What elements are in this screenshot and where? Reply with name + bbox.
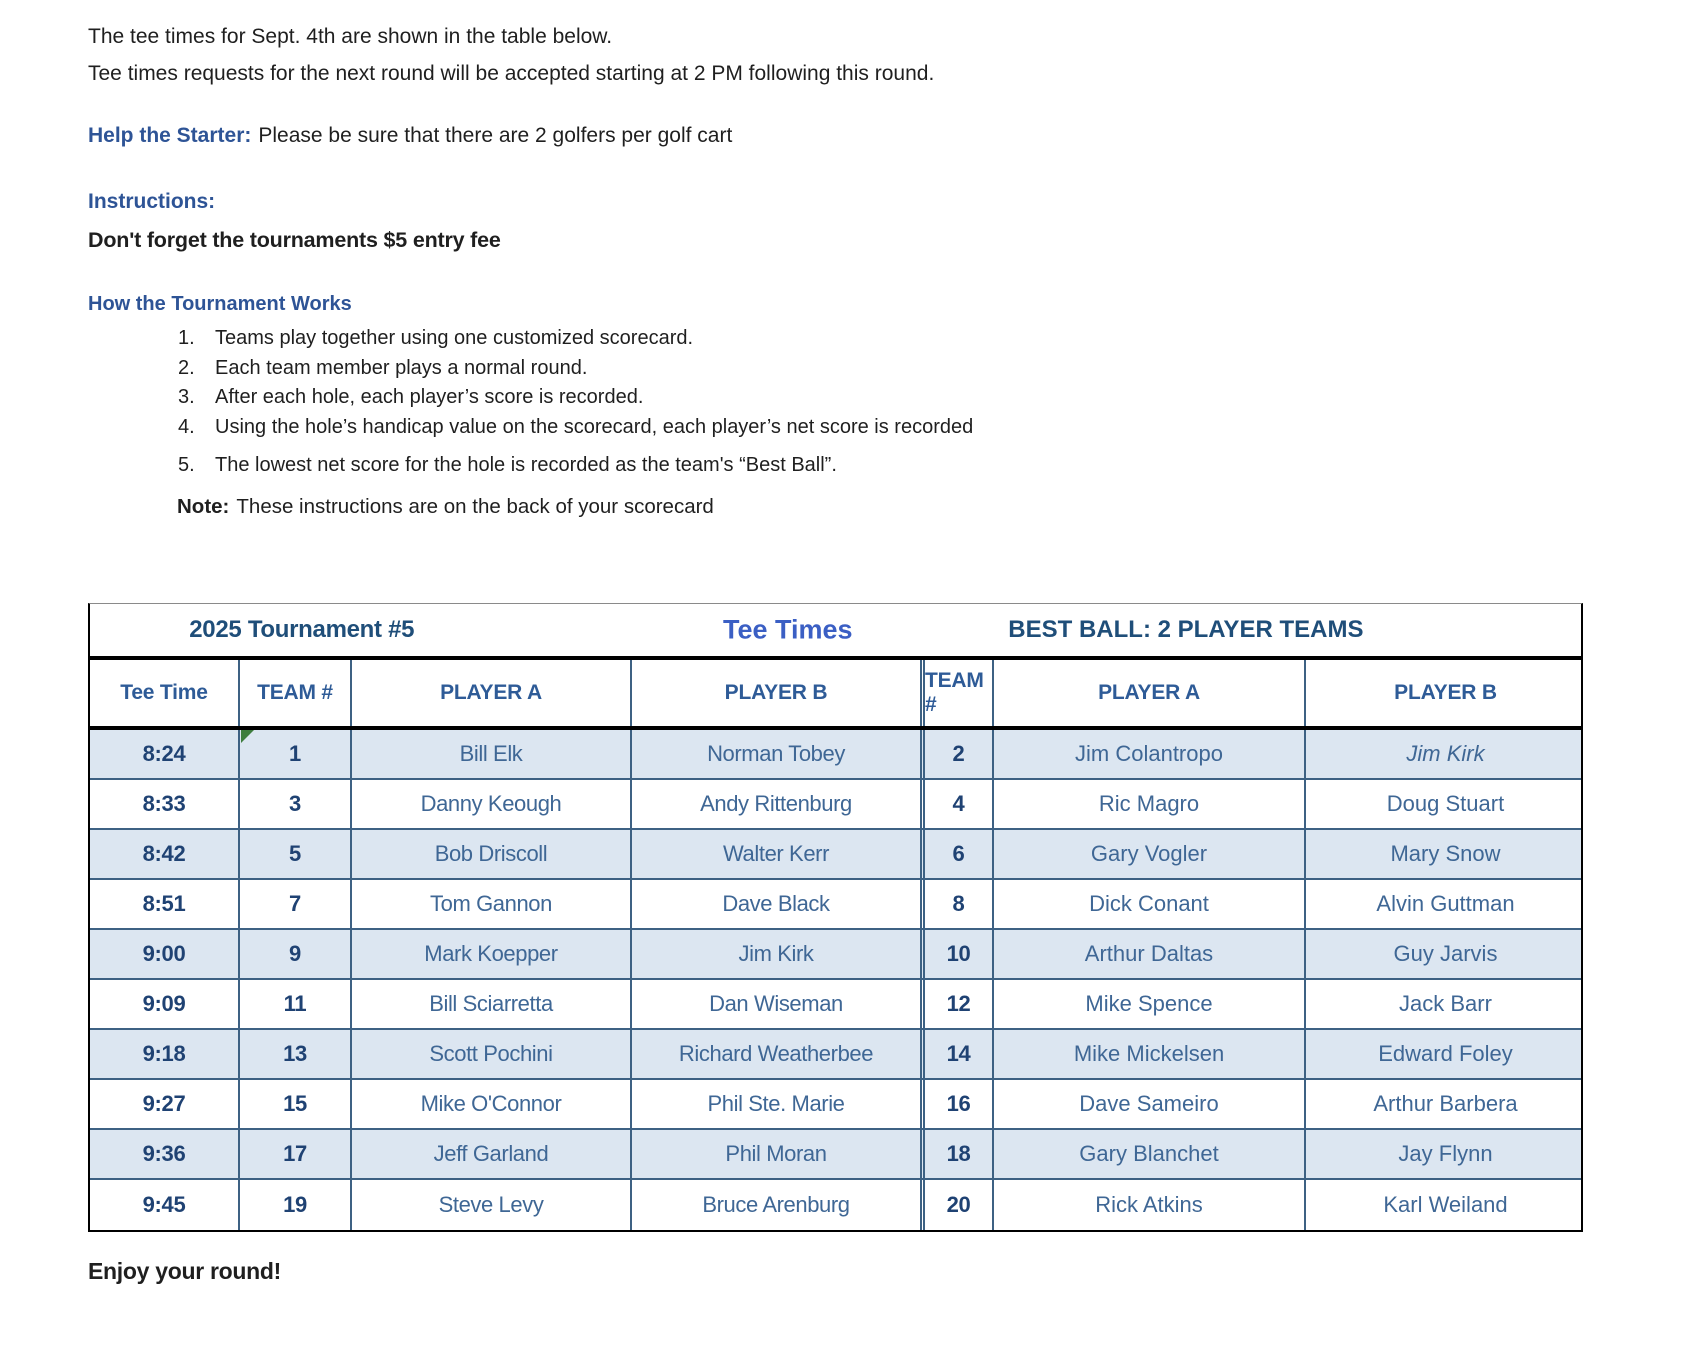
cell-team-number-left: 1: [240, 730, 352, 778]
cell-tee-time: 9:18: [90, 1030, 240, 1078]
cell-player-a-right: Ric Magro: [994, 780, 1306, 828]
list-item-number: 3.: [178, 386, 195, 408]
tournament-steps-list: [88, 324, 1694, 481]
list-item-text: Using the hole’s handicap value on the scorecard, each player’s net score is recorded: [215, 415, 974, 438]
list-item: [178, 383, 1694, 413]
table-row: [90, 930, 1581, 980]
column-header-player-a-right: PLAYER A: [994, 660, 1306, 726]
table-row: [90, 730, 1581, 780]
cell-player-a-right: Dick Conant: [994, 880, 1306, 928]
cell-team-number-right: 14: [920, 1030, 994, 1078]
table-row: [90, 880, 1581, 930]
intro-line-1: The tee times for Sept. 4th are shown in the table below.: [88, 25, 613, 48]
note-label: Note:: [177, 494, 230, 518]
tee-times-title: Tee Times: [722, 614, 853, 644]
list-item-text: Each team member plays a normal round.: [215, 356, 588, 379]
list-item: [178, 451, 1694, 481]
cell-team-number-right: 18: [920, 1130, 994, 1178]
cell-team-number-right: 12: [920, 980, 994, 1028]
cell-player-b-left: Phil Moran: [725, 1140, 827, 1166]
column-header-player-b-left: PLAYER B: [724, 680, 828, 704]
list-item-text: The lowest net score for the hole is recorded as the team's “Best Ball”.: [215, 454, 837, 476]
cell-player-b-left: Phil Ste. Marie: [707, 1090, 845, 1116]
cell-player-b-right: Jack Barr: [1399, 990, 1492, 1016]
cell-player-a-left: Jeff Garland: [352, 1130, 632, 1178]
note-text: These instructions are on the back of your scorecard: [236, 494, 714, 518]
cell-player-b-right: Edward Foley: [1378, 1040, 1513, 1066]
intro-paragraph: [88, 18, 1694, 92]
cell-tee-time: 8:42: [90, 830, 240, 878]
cell-player-a-left: Mike O'Connor: [352, 1080, 632, 1128]
cell-player-a-right: Arthur Daltas: [994, 930, 1306, 978]
list-item-number: 1.: [178, 327, 195, 349]
table-header-row: [90, 660, 1581, 730]
cell-team-number-right: 20: [920, 1180, 994, 1230]
cell-player-a-left: Steve Levy: [352, 1180, 632, 1230]
cell-player-a-right: Gary Blanchet: [994, 1130, 1306, 1178]
cell-team-number-right: 10: [920, 930, 994, 978]
table-row: [90, 1180, 1581, 1230]
help-the-starter-text: Please be sure that there are 2 golfers per golf cart: [258, 124, 733, 147]
tee-times-table: [88, 603, 1583, 1232]
table-row: [90, 1130, 1581, 1180]
cell-team-number-left: 9: [240, 930, 352, 978]
cell-team-number-right: 2: [920, 730, 994, 778]
table-row: [90, 1030, 1581, 1080]
cell-player-b-left: Andy Rittenburg: [700, 790, 852, 816]
cell-player-a-left: Mark Koepper: [352, 930, 632, 978]
list-item: [178, 413, 1694, 443]
cell-player-a-left: Bob Driscoll: [352, 830, 632, 878]
cell-player-a-left: Bill Sciarretta: [352, 980, 632, 1028]
cell-tee-time: 9:27: [90, 1080, 240, 1128]
cell-player-b-right: Arthur Barbera: [1373, 1090, 1518, 1116]
cell-player-b-right: Karl Weiland: [1383, 1191, 1508, 1217]
table-row: [90, 980, 1581, 1030]
cell-player-a-left: Bill Elk: [352, 730, 632, 778]
cell-player-b-left: Walter Kerr: [722, 840, 830, 866]
error-flag-triangle-icon: [241, 730, 254, 743]
list-item-number: 2.: [178, 356, 195, 379]
cell-player-b-left: Dave Black: [722, 890, 830, 916]
instructions-heading: Instructions:: [88, 190, 216, 213]
cell-player-a-right: Gary Vogler: [994, 830, 1306, 878]
cell-team-number-left: 19: [240, 1180, 352, 1230]
cell-tee-time: 9:36: [90, 1130, 240, 1178]
cell-player-b-left: Dan Wiseman: [709, 990, 843, 1016]
cell-player-b-right: Jay Flynn: [1398, 1140, 1493, 1166]
closing-line: Enjoy your round!: [88, 1257, 281, 1284]
cell-player-b-left: Bruce Arenburg: [702, 1191, 850, 1217]
cell-tee-time: 9:00: [90, 930, 240, 978]
list-item-text: Teams play together using one customized scorecard.: [215, 327, 694, 349]
cell-player-b-left: Richard Weatherbee: [678, 1040, 874, 1066]
cell-team-number-left: 13: [240, 1030, 352, 1078]
cell-team-number-left: 3: [240, 780, 352, 828]
column-header-team-right: TEAM #: [920, 660, 994, 726]
cell-player-a-right: Rick Atkins: [994, 1180, 1306, 1230]
cell-player-a-right: Jim Colantropo: [994, 730, 1306, 778]
cell-player-b-left: Jim Kirk: [738, 940, 814, 966]
cell-team-number-left: 11: [240, 980, 352, 1028]
cell-team-number-right: 6: [920, 830, 994, 878]
cell-player-a-left: Tom Gannon: [352, 880, 632, 928]
column-header-team-left: TEAM #: [240, 660, 352, 726]
best-ball-title: BEST BALL: 2 PLAYER TEAMS: [1008, 615, 1364, 643]
table-row: [90, 780, 1581, 830]
list-item-text: After each hole, each player’s score is recorded.: [215, 386, 644, 408]
table-title-row: [90, 604, 1581, 660]
tournament-title: 2025 Tournament #5: [189, 615, 415, 643]
cell-team-number-left: 15: [240, 1080, 352, 1128]
cell-team-number-left: 7: [240, 880, 352, 928]
cell-tee-time: 9:45: [90, 1180, 240, 1230]
cell-tee-time: 9:09: [90, 980, 240, 1028]
list-item: [178, 324, 1694, 354]
cell-tee-time: 8:24: [90, 730, 240, 778]
cell-player-a-left: Scott Pochini: [352, 1030, 632, 1078]
cell-team-number-left: 5: [240, 830, 352, 878]
cell-player-b-right: Doug Stuart: [1386, 790, 1505, 816]
column-header-tee-time: Tee Time: [90, 660, 240, 726]
help-the-starter-line: [88, 124, 1694, 148]
list-item-number: 4.: [178, 415, 195, 438]
cell-player-b-left: Norman Tobey: [707, 740, 845, 766]
cell-team-number-right: 16: [920, 1080, 994, 1128]
entry-fee-line: Don't forget the tournaments $5 entry fee: [88, 228, 501, 252]
cell-player-a-left: Danny Keough: [352, 780, 632, 828]
tee-times-rows: [90, 730, 1581, 1230]
list-item: [178, 354, 1694, 384]
cell-player-a-right: Mike Mickelsen: [994, 1030, 1306, 1078]
list-item-number: 5.: [178, 454, 195, 476]
cell-player-b-right: Jim Kirk: [1406, 740, 1485, 766]
cell-player-b-right: Mary Snow: [1390, 840, 1501, 866]
note-line: [177, 495, 1694, 519]
help-the-starter-label: Help the Starter:: [88, 124, 252, 147]
cell-tee-time: 8:33: [90, 780, 240, 828]
intro-line-2: Tee times requests for the next round will be accepted starting at 2 PM following this round.: [88, 62, 935, 85]
table-row: [90, 1080, 1581, 1130]
table-row: [90, 830, 1581, 880]
cell-team-number-right: 8: [920, 880, 994, 928]
cell-player-b-right: Alvin Guttman: [1376, 890, 1515, 916]
cell-player-a-right: Mike Spence: [994, 980, 1306, 1028]
cell-team-number-left: 17: [240, 1130, 352, 1178]
column-header-player-a-left: PLAYER A: [352, 660, 632, 726]
column-header-player-b-right: PLAYER B: [1394, 680, 1497, 704]
cell-player-a-right: Dave Sameiro: [994, 1080, 1306, 1128]
cell-tee-time: 8:51: [90, 880, 240, 928]
cell-team-number-right: 4: [920, 780, 994, 828]
how-tournament-works-heading: How the Tournament Works: [88, 293, 352, 315]
cell-player-b-right: Guy Jarvis: [1393, 940, 1498, 966]
